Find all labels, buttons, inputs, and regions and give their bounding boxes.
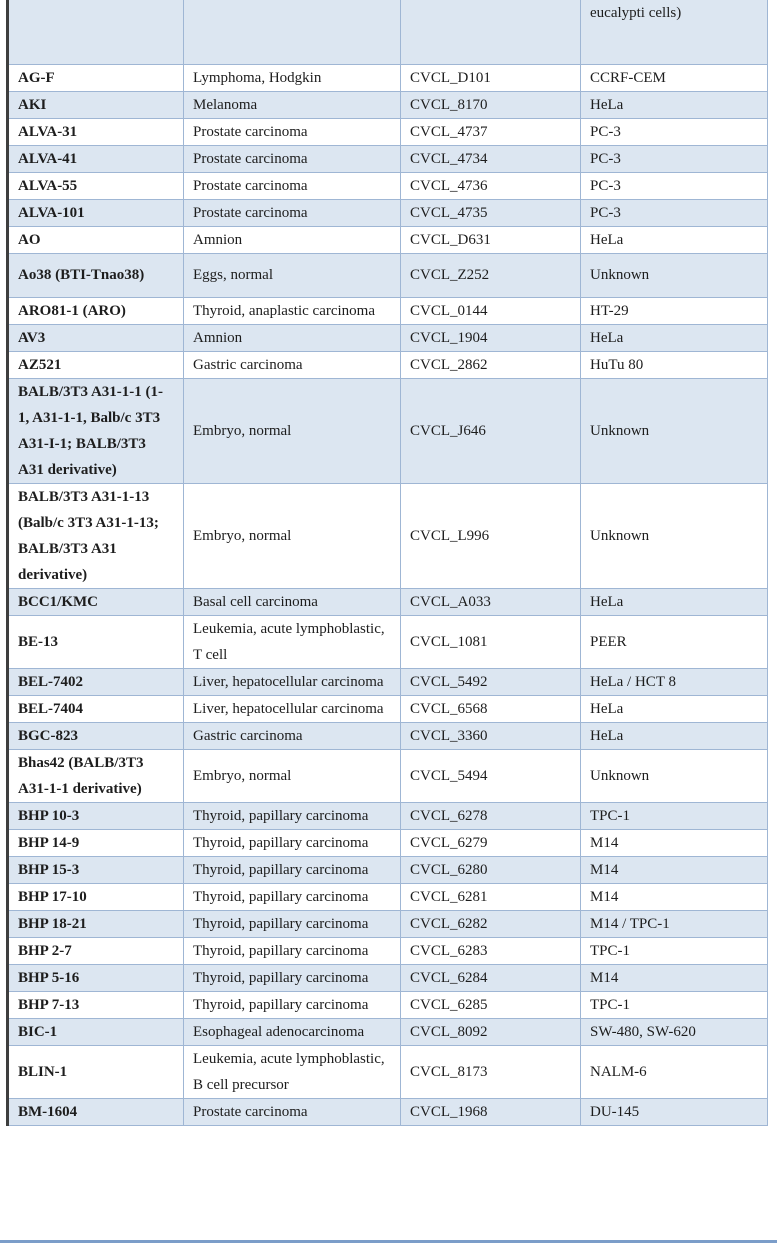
cell-line-name: AV3	[8, 324, 184, 351]
tissue-cell: Liver, hepatocellular carcinoma	[184, 668, 401, 695]
cell-line-name: AO	[8, 226, 184, 253]
cell-line-name: BIC-1	[8, 1018, 184, 1045]
table-row	[8, 802, 768, 829]
cell-line-name: BHP 14-9	[8, 829, 184, 856]
table-row	[8, 351, 768, 378]
contaminant-cell: TPC-1	[581, 802, 768, 829]
tissue-cell: Esophageal adenocarcinoma	[184, 1018, 401, 1045]
accession-cell: CVCL_5492	[401, 668, 581, 695]
contaminant-cell: PC-3	[581, 199, 768, 226]
cell-line-table-body	[8, 0, 768, 1125]
cell-line-name: BEL-7404	[8, 695, 184, 722]
cell-line-name: ALVA-41	[8, 145, 184, 172]
tissue-cell: Amnion	[184, 226, 401, 253]
cell-line-name: BGC-823	[8, 722, 184, 749]
accession-cell: CVCL_8170	[401, 91, 581, 118]
tissue-cell: Embryo, normal	[184, 749, 401, 802]
cell-line-name: BHP 2-7	[8, 937, 184, 964]
tissue-cell: Thyroid, papillary carcinoma	[184, 802, 401, 829]
contaminant-cell: Unknown	[581, 378, 768, 483]
accession-cell: CVCL_8092	[401, 1018, 581, 1045]
tissue-cell: Lymphoma, Hodgkin	[184, 64, 401, 91]
table-row	[8, 991, 768, 1018]
cell-line-name: BHP 5-16	[8, 964, 184, 991]
tissue-cell: Leukemia, acute lymphoblastic, B cell precursor	[184, 1045, 401, 1098]
tissue-cell: Thyroid, papillary carcinoma	[184, 856, 401, 883]
tissue-cell	[184, 0, 401, 64]
page-bottom-rule	[0, 1240, 777, 1243]
tissue-cell: Liver, hepatocellular carcinoma	[184, 695, 401, 722]
cell-line-name: BHP 18-21	[8, 910, 184, 937]
table-row	[8, 378, 768, 483]
accession-cell: CVCL_1904	[401, 324, 581, 351]
cell-line-name: BE-13	[8, 615, 184, 668]
cell-line-name: ALVA-101	[8, 199, 184, 226]
table-row	[8, 483, 768, 588]
contaminant-cell: PC-3	[581, 118, 768, 145]
cell-line-name: BALB/3T3 A31-1-13 (Balb/c 3T3 A31-1-13; BALB/3T3 A31 derivative)	[8, 483, 184, 588]
accession-cell: CVCL_6281	[401, 883, 581, 910]
table-row	[8, 588, 768, 615]
accession-cell: CVCL_6568	[401, 695, 581, 722]
contaminant-cell: Unknown	[581, 253, 768, 297]
accession-cell: CVCL_4736	[401, 172, 581, 199]
table-row	[8, 1018, 768, 1045]
cell-line-name: ALVA-31	[8, 118, 184, 145]
cell-line-name: BHP 15-3	[8, 856, 184, 883]
contaminant-cell: M14	[581, 856, 768, 883]
contaminant-cell: HeLa	[581, 588, 768, 615]
tissue-cell: Prostate carcinoma	[184, 172, 401, 199]
accession-cell: CVCL_A033	[401, 588, 581, 615]
table-row	[8, 722, 768, 749]
table-row	[8, 253, 768, 297]
cell-line-name: BEL-7402	[8, 668, 184, 695]
contaminant-cell: M14 / TPC-1	[581, 910, 768, 937]
contaminant-cell: HeLa / HCT 8	[581, 668, 768, 695]
contaminant-cell: Unknown	[581, 749, 768, 802]
table-row	[8, 910, 768, 937]
accession-cell: CVCL_6282	[401, 910, 581, 937]
contaminant-cell: TPC-1	[581, 991, 768, 1018]
tissue-cell: Thyroid, papillary carcinoma	[184, 829, 401, 856]
cell-line-name: AG-F	[8, 64, 184, 91]
accession-cell	[401, 0, 581, 64]
cell-line-name: Bhas42 (BALB/3T3 A31-1-1 derivative)	[8, 749, 184, 802]
accession-cell: CVCL_5494	[401, 749, 581, 802]
tissue-cell: Embryo, normal	[184, 378, 401, 483]
accession-cell: CVCL_4737	[401, 118, 581, 145]
contaminant-cell: NALM-6	[581, 1045, 768, 1098]
contaminant-cell: HeLa	[581, 226, 768, 253]
contaminant-cell: M14	[581, 964, 768, 991]
accession-cell: CVCL_J646	[401, 378, 581, 483]
tissue-cell: Thyroid, papillary carcinoma	[184, 937, 401, 964]
accession-cell: CVCL_6280	[401, 856, 581, 883]
accession-cell: CVCL_D631	[401, 226, 581, 253]
contaminant-cell: HeLa	[581, 695, 768, 722]
table-row	[8, 1045, 768, 1098]
tissue-cell: Basal cell carcinoma	[184, 588, 401, 615]
table-row	[8, 695, 768, 722]
contaminant-cell: HeLa	[581, 324, 768, 351]
table-row-carryover	[8, 0, 768, 64]
cell-line-name: ARO81-1 (ARO)	[8, 297, 184, 324]
accession-cell: CVCL_8173	[401, 1045, 581, 1098]
cell-line-name: BHP 17-10	[8, 883, 184, 910]
table-row	[8, 829, 768, 856]
accession-cell: CVCL_1081	[401, 615, 581, 668]
cell-line-name: BCC1/KMC	[8, 588, 184, 615]
cell-line-name: BALB/3T3 A31-1-1 (1-1, A31-1-1, Balb/c 3T3 A31-I-1; BALB/3T3 A31 derivative)	[8, 378, 184, 483]
tissue-cell: Thyroid, anaplastic carcinoma	[184, 297, 401, 324]
cell-line-name: BHP 7-13	[8, 991, 184, 1018]
contaminant-cell: M14	[581, 883, 768, 910]
tissue-cell: Prostate carcinoma	[184, 199, 401, 226]
accession-cell: CVCL_D101	[401, 64, 581, 91]
contaminant-cell: Unknown	[581, 483, 768, 588]
accession-cell: CVCL_0144	[401, 297, 581, 324]
contaminant-cell: TPC-1	[581, 937, 768, 964]
table-row	[8, 964, 768, 991]
contaminant-cell: PC-3	[581, 145, 768, 172]
tissue-cell: Prostate carcinoma	[184, 1098, 401, 1125]
contaminant-cell: DU-145	[581, 1098, 768, 1125]
tissue-cell: Leukemia, acute lymphoblastic, T cell	[184, 615, 401, 668]
contaminant-cell: CCRF-CEM	[581, 64, 768, 91]
accession-cell: CVCL_6278	[401, 802, 581, 829]
table-row	[8, 172, 768, 199]
contaminant-cell: SW-480, SW-620	[581, 1018, 768, 1045]
table-row	[8, 118, 768, 145]
tissue-cell: Thyroid, papillary carcinoma	[184, 910, 401, 937]
accession-cell: CVCL_6283	[401, 937, 581, 964]
accession-cell: CVCL_6279	[401, 829, 581, 856]
contaminant-cell: PC-3	[581, 172, 768, 199]
accession-cell: CVCL_6285	[401, 991, 581, 1018]
cell-line-name: BM-1604	[8, 1098, 184, 1125]
cell-line-name: BHP 10-3	[8, 802, 184, 829]
cell-line-table	[6, 0, 768, 1126]
tissue-cell: Prostate carcinoma	[184, 145, 401, 172]
cell-line-name: AZ521	[8, 351, 184, 378]
cell-line-name: ALVA-55	[8, 172, 184, 199]
accession-cell: CVCL_4735	[401, 199, 581, 226]
tissue-cell: Gastric carcinoma	[184, 351, 401, 378]
tissue-cell: Thyroid, papillary carcinoma	[184, 991, 401, 1018]
table-row	[8, 1098, 768, 1125]
tissue-cell: Melanoma	[184, 91, 401, 118]
tissue-cell: Prostate carcinoma	[184, 118, 401, 145]
tissue-cell: Embryo, normal	[184, 483, 401, 588]
table-row	[8, 883, 768, 910]
table-row	[8, 749, 768, 802]
accession-cell: CVCL_Z252	[401, 253, 581, 297]
cell-line-name: BLIN-1	[8, 1045, 184, 1098]
accession-cell: CVCL_1968	[401, 1098, 581, 1125]
table-row	[8, 91, 768, 118]
table-row	[8, 64, 768, 91]
contaminant-cell: HeLa	[581, 91, 768, 118]
tissue-cell: Amnion	[184, 324, 401, 351]
table-row	[8, 856, 768, 883]
tissue-cell: Thyroid, papillary carcinoma	[184, 883, 401, 910]
accession-cell: CVCL_4734	[401, 145, 581, 172]
cell-line-name: Ao38 (BTI-Tnao38)	[8, 253, 184, 297]
contaminant-cell: HuTu 80	[581, 351, 768, 378]
contaminant-cell: HT-29	[581, 297, 768, 324]
tissue-cell: Eggs, normal	[184, 253, 401, 297]
table-row	[8, 297, 768, 324]
contaminant-cell: eucalypti cells)	[581, 0, 768, 64]
tissue-cell: Thyroid, papillary carcinoma	[184, 964, 401, 991]
table-row	[8, 937, 768, 964]
accession-cell: CVCL_3360	[401, 722, 581, 749]
cell-line-name: AKI	[8, 91, 184, 118]
table-row	[8, 226, 768, 253]
tissue-cell: Gastric carcinoma	[184, 722, 401, 749]
accession-cell: CVCL_6284	[401, 964, 581, 991]
contaminant-cell: HeLa	[581, 722, 768, 749]
cell-line-name	[8, 0, 184, 64]
contaminant-cell: M14	[581, 829, 768, 856]
accession-cell: CVCL_L996	[401, 483, 581, 588]
accession-cell: CVCL_2862	[401, 351, 581, 378]
table-row	[8, 145, 768, 172]
table-row	[8, 668, 768, 695]
contaminant-cell: PEER	[581, 615, 768, 668]
table-row	[8, 199, 768, 226]
table-row	[8, 324, 768, 351]
table-row	[8, 615, 768, 668]
